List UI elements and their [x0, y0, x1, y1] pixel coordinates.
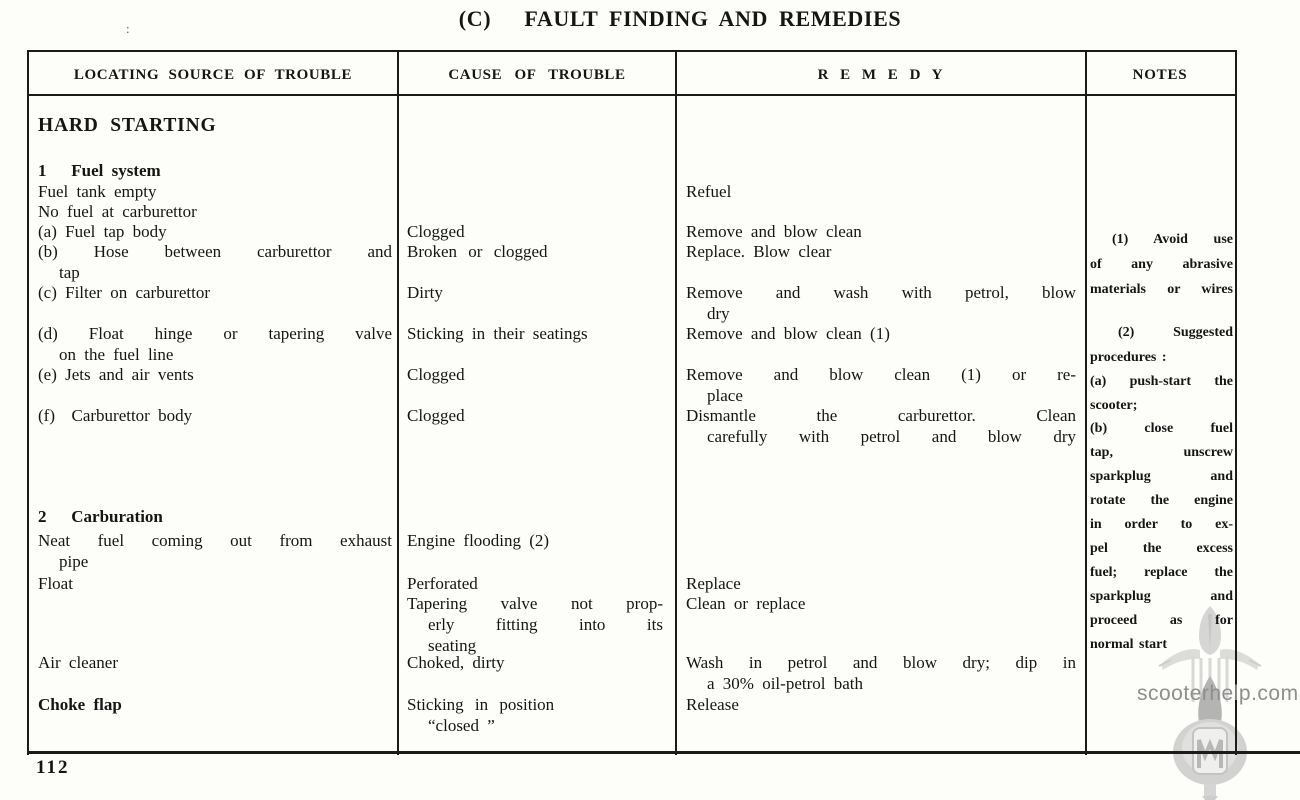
text-line: seating: [428, 636, 477, 655]
locating-float-hinge: [38, 323, 392, 365]
text-line: in order to ex-: [1090, 517, 1233, 532]
note-2: [1090, 320, 1233, 370]
locating-fuel-tank-empty: Fuel tank empty: [38, 182, 157, 201]
cause-carburettor-body: Clogged: [407, 406, 465, 425]
text-line: erly fitting into its: [428, 615, 663, 634]
cause-choked: Choked, dirty: [407, 653, 505, 672]
text-line: sparkplug and: [1090, 589, 1233, 604]
text-line: fuel; replace the: [1090, 565, 1233, 580]
note-2a: [1090, 370, 1233, 418]
text-line: Sticking in position: [407, 695, 555, 714]
table-bottom-border: [27, 751, 1300, 754]
text-line: Tapering valve not prop-: [407, 594, 663, 613]
cause-tapering-valve: [407, 593, 663, 656]
text-line: Remove and wash with petrol, blow: [686, 283, 1076, 302]
table-body: [29, 96, 1235, 755]
header-remedy: R E M E D Y: [817, 67, 945, 83]
text-line: Neat fuel coming out from exhaust: [38, 531, 392, 550]
text-line: Wash in petrol and blow dry; dip in: [686, 653, 1076, 672]
text-line: tap, unscrew: [1090, 445, 1233, 460]
text-line: pel the excess: [1090, 541, 1233, 556]
text-line: “closed ”: [428, 716, 495, 735]
remedy-wash-dip: [686, 652, 1076, 694]
text-line: on the fuel line: [59, 345, 174, 364]
remedy-remove-blow-clean-1: Remove and blow clean (1): [686, 324, 890, 343]
remedy-replace: Replace: [686, 574, 741, 593]
text-line: a 30% oil-petrol bath: [707, 674, 863, 693]
remedy-dismantle: [686, 405, 1076, 447]
cause-perforated: Perforated: [407, 574, 478, 593]
note-2b: [1090, 417, 1233, 657]
locating-carburettor-body: (f) Carburettor body: [38, 406, 193, 425]
locating-fuel-tap-body: (a) Fuel tap body: [38, 222, 167, 241]
note-1: [1090, 227, 1233, 302]
text-line: scooter;: [1090, 398, 1138, 413]
locating-jets: (e) Jets and air vents: [38, 365, 194, 384]
cause-engine-flooding: Engine flooding (2): [407, 531, 550, 550]
text-line: dry: [707, 304, 730, 323]
cause-filter: Dirty: [407, 283, 443, 302]
remedy-remove-blow-clean: Remove and blow clean: [686, 222, 862, 241]
text-line: carefully with petrol and blow dry: [707, 427, 1076, 446]
cause-sticking-closed: [407, 694, 663, 736]
cause-jets: Clogged: [407, 365, 465, 384]
text-line: normal start: [1090, 637, 1168, 652]
cause-hose: Broken or clogged: [407, 242, 548, 261]
page-number: 112: [36, 757, 70, 778]
text-line: place: [707, 386, 743, 405]
locating-choke-flap: Choke flap: [38, 695, 122, 714]
cause-fuel-tap: Clogged: [407, 222, 465, 241]
remedy-blow-or-replace: [686, 364, 1076, 406]
text-line: tap: [59, 263, 80, 282]
locating-hose: [38, 241, 392, 283]
locating-float: Float: [38, 574, 73, 593]
locating-air-cleaner: Air cleaner: [38, 653, 118, 672]
text-line: (d) Float hinge or tapering valve: [38, 324, 392, 343]
text-line: proceed as for: [1090, 613, 1233, 628]
locating-no-fuel: No fuel at carburettor: [38, 202, 197, 221]
text-line: pipe: [59, 552, 89, 571]
section-hard-starting: HARD STARTING: [38, 115, 217, 136]
text-line: (2) Suggested: [1118, 325, 1233, 340]
group-carburation: 2 Carburation: [38, 507, 163, 526]
watermark-text: scooterhelp.com: [1137, 682, 1299, 705]
remedy-wash-petrol: [686, 282, 1076, 324]
text-line: sparkplug and: [1090, 469, 1233, 484]
text-line: Dismantle the carburettor. Clean: [686, 406, 1076, 425]
cause-float-hinge: Sticking in their seatings: [407, 324, 588, 343]
text-line: rotate the engine: [1090, 493, 1233, 508]
remedy-replace-blow-clear: Replace. Blow clear: [686, 242, 832, 261]
text-line: procedures :: [1090, 350, 1167, 365]
text-line: (b) close fuel: [1090, 421, 1233, 436]
scan-artifact: :: [126, 21, 130, 36]
header-notes: NOTES: [1132, 67, 1188, 83]
header-cause-of-trouble: CAUSE OF TROUBLE: [448, 67, 626, 83]
text-line: Remove and blow clean (1) or re-: [686, 365, 1076, 384]
text-line: (a) push-start the: [1090, 374, 1233, 389]
remedy-release: Release: [686, 695, 739, 714]
locating-neat-fuel: [38, 530, 392, 572]
text-line: (b) Hose between carburettor and: [38, 242, 392, 261]
page-title: (C) FAULT FINDING AND REMEDIES: [458, 6, 902, 31]
text-line: materials or wires: [1090, 282, 1233, 297]
text-line: of any abrasive: [1090, 257, 1233, 272]
header-locating-source: LOCATING SOURCE OF TROUBLE: [73, 67, 353, 83]
group-fuel-system: 1 Fuel system: [38, 161, 161, 180]
locating-filter: (c) Filter on carburettor: [38, 283, 211, 302]
text-line: (1) Avoid use: [1112, 232, 1233, 247]
remedy-clean-or-replace: Clean or replace: [686, 594, 806, 613]
fault-finding-table: [27, 50, 1237, 755]
remedy-refuel: Refuel: [686, 182, 732, 201]
